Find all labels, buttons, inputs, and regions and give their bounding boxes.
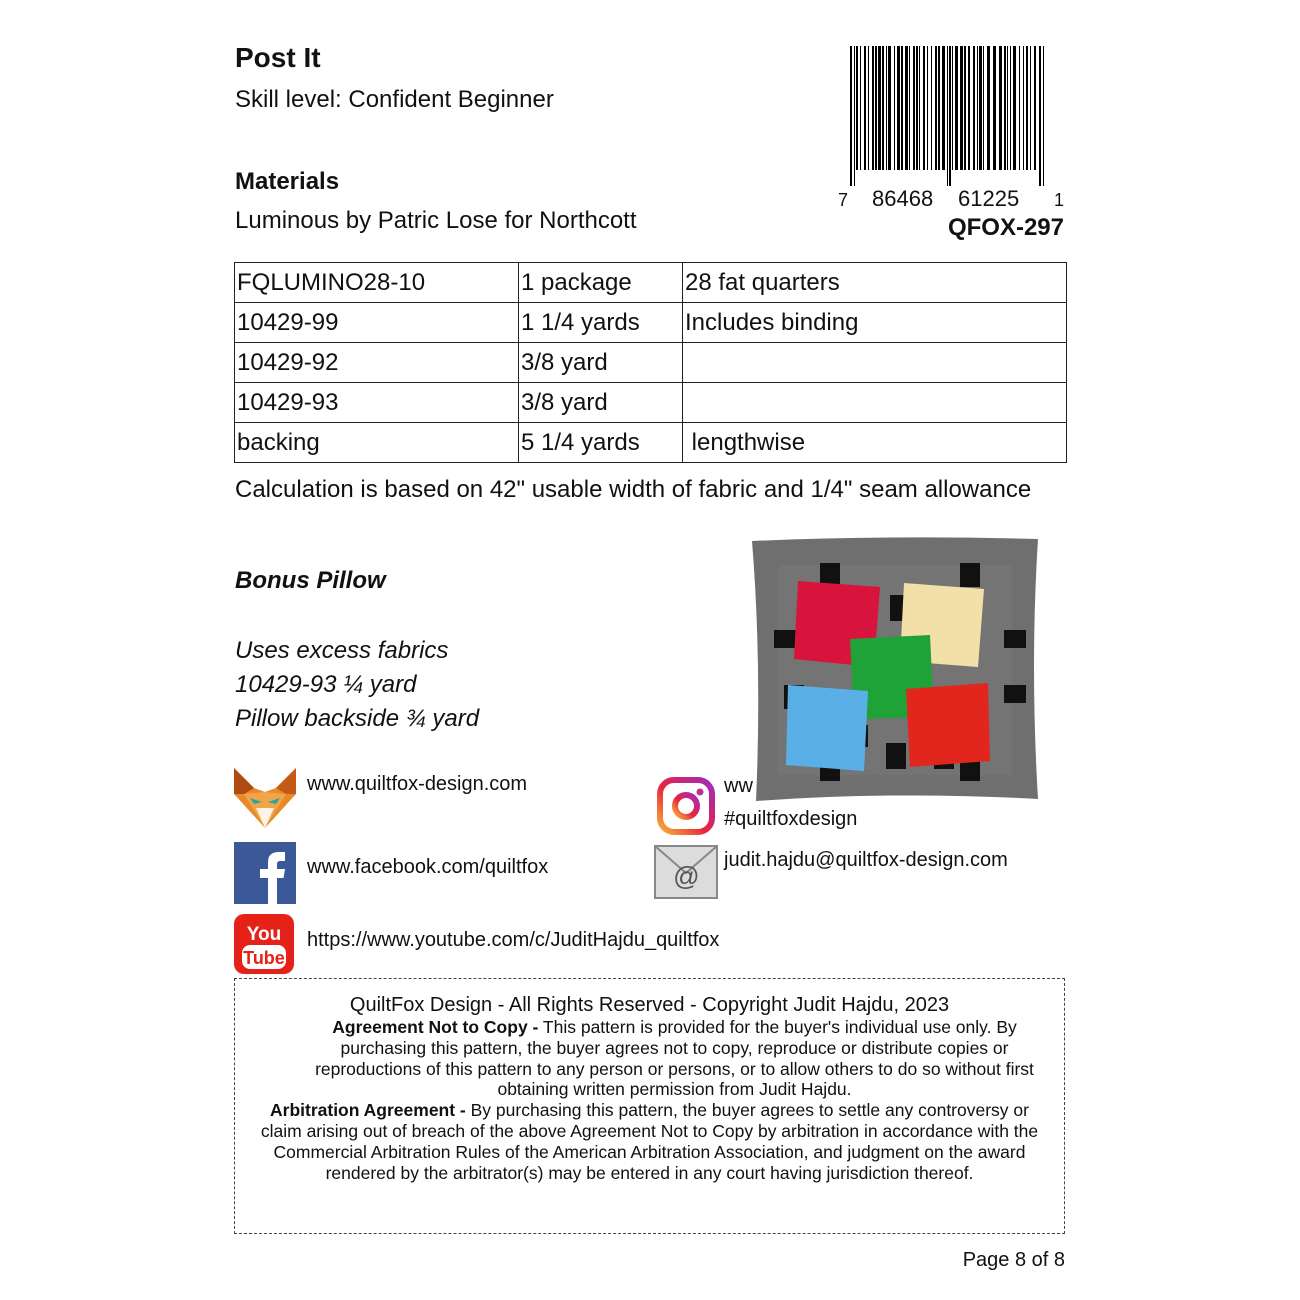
barcode-bar (993, 46, 996, 170)
fabric-line: Luminous by Patric Lose for Northcott (235, 207, 637, 234)
barcode-bar (1013, 46, 1016, 170)
materials-table (234, 262, 1067, 463)
table-cell-qty: 1 package (519, 263, 683, 303)
barcode-bar (999, 46, 1002, 170)
copyright-line: QuiltFox Design - All Rights Reserved - Copyright Judit Hajdu, 2023 (349, 994, 950, 1016)
agreement-title: Agreement Not to Copy - (332, 1017, 539, 1037)
barcode-bar (854, 46, 855, 186)
pillow-photo (750, 535, 1040, 803)
table-cell-item: 10429-92 (235, 343, 519, 383)
barcode-bar (977, 46, 978, 170)
barcode-bar (955, 46, 958, 170)
table-cell-item: 10429-93 (235, 383, 519, 423)
calculation-note: Calculation is based on 42" usable width of fabric and 1/4" seam allowance (235, 476, 1032, 503)
barcode-bar (1007, 46, 1008, 170)
youtube-icon-text-top: You (246, 924, 282, 945)
page-title: Post It (235, 42, 321, 73)
barcode-bar (983, 46, 984, 170)
youtube-icon[interactable] (234, 914, 294, 974)
barcode-bar (964, 46, 966, 170)
barcode-digit-left: 7 (838, 190, 849, 210)
website-link[interactable]: www.quiltfox-design.com (307, 773, 528, 795)
barcode-bar (1039, 46, 1041, 186)
barcode-bar (927, 46, 928, 170)
table-row (235, 383, 1067, 423)
legal-notice-box (234, 978, 1065, 1234)
table-row (235, 263, 1067, 303)
barcode-bar (987, 46, 990, 170)
skill-level: Skill level: Confident Beginner (235, 86, 554, 113)
instagram-tag[interactable]: #quiltfoxdesign (724, 808, 858, 830)
barcode-bar (968, 46, 970, 170)
bonus-line: Pillow backside ¾ yard (235, 705, 480, 732)
barcode-bar (1043, 46, 1044, 186)
bonus-heading: Bonus Pillow (235, 567, 386, 594)
barcode-bar (878, 46, 881, 170)
table-cell-note (683, 383, 1067, 423)
agreement-paragraph (235, 1017, 1064, 1100)
barcode-bar (1026, 46, 1028, 170)
table-cell-note: 28 fat quarters (683, 263, 1067, 303)
barcode-bar (882, 46, 884, 170)
barcode-bar (979, 46, 982, 170)
barcode-bar (938, 46, 940, 170)
barcode-bar (868, 46, 869, 170)
agreement-text: This pattern is provided for the buyer's individual use only. By purchasing this pattern, the buyer agrees not to copy, reproduce or distribute copies or reproductions of this pattern to any person or persons, or to allow others to do so without first obtaining written permission from Judit Hajdu. (315, 1017, 1034, 1100)
barcode-bar (923, 46, 925, 170)
email-icon-glyph: @ (672, 861, 700, 891)
barcode-bar (1034, 46, 1036, 170)
barcode-bar (1004, 46, 1006, 170)
barcode-bar (942, 46, 945, 170)
arbitration-paragraph (235, 1100, 1064, 1183)
table-cell-note: Includes binding (683, 303, 1067, 343)
materials-heading: Materials (235, 168, 340, 195)
arbitration-text: By purchasing this pattern, the buyer agrees to settle any controversy or claim arising out of breach of the above Agreement Not to Copy by arbitration in accordance with the Commercial Arbitration Rules of the American Arbitration Association, and judgment on the award rendered by the arbitrator(s) may be entered in any court having jurisdiction thereof. (260, 1100, 1039, 1183)
barcode-bars (838, 46, 1068, 186)
table-cell-item: backing (235, 423, 519, 463)
fox-logo-icon (234, 768, 296, 830)
facebook-icon[interactable] (234, 842, 296, 904)
table-cell-item: 10429-99 (235, 303, 519, 343)
barcode-bar (886, 46, 887, 170)
instagram-handle-partial: ww (724, 775, 753, 797)
email-link[interactable]: judit.hajdu@quiltfox-design.com (724, 849, 1008, 871)
barcode-bar (973, 46, 975, 170)
barcode-bar (1030, 46, 1031, 170)
barcode-bar (872, 46, 874, 170)
barcode-bar (1023, 46, 1024, 170)
bonus-line: Uses excess fabrics (235, 637, 449, 664)
email-icon[interactable] (654, 845, 718, 899)
table-row (235, 423, 1067, 463)
table-cell-item: FQLUMINO28-10 (235, 263, 519, 303)
table-cell-note: lengthwise (683, 423, 1067, 463)
barcode-bar (952, 46, 953, 170)
bonus-line: 10429-93 ¼ yard (235, 671, 417, 698)
table-cell-qty: 3/8 yard (519, 383, 683, 423)
barcode-bar (864, 46, 866, 170)
barcode-bar (1010, 46, 1011, 170)
barcode-bar (897, 46, 900, 170)
youtube-icon-text-bottom: Tube (243, 948, 285, 968)
facebook-link[interactable]: www.facebook.com/quiltfox (307, 856, 549, 878)
barcode-group-2: 61225 (958, 186, 1020, 211)
barcode-bar (894, 46, 895, 170)
pillow-red2-square (906, 683, 990, 767)
barcode-bar (931, 46, 932, 170)
barcode-bar (875, 46, 877, 170)
pillow-blue-square (786, 685, 868, 771)
barcode-bar (1019, 46, 1020, 170)
barcode-bar (919, 46, 920, 170)
barcode-bar (905, 46, 908, 170)
barcode (838, 46, 1068, 210)
barcode-bar (856, 46, 858, 170)
table-cell-qty: 3/8 yard (519, 343, 683, 383)
table-row (235, 343, 1067, 383)
barcode-group-1: 86468 (872, 186, 934, 211)
barcode-bar (901, 46, 903, 170)
barcode-bar (850, 46, 852, 186)
table-cell-qty: 5 1/4 yards (519, 423, 683, 463)
youtube-link[interactable]: https://www.youtube.com/c/JuditHajdu_quiltfox (307, 929, 720, 951)
bonus-details (235, 634, 479, 736)
barcode-bar (960, 46, 963, 170)
barcode-bar (909, 46, 910, 170)
page-number: Page 8 of 8 (962, 1249, 1065, 1271)
barcode-bar (935, 46, 937, 170)
barcode-bar (949, 46, 951, 186)
product-code: QFOX-297 (947, 214, 1064, 241)
barcode-bar (916, 46, 918, 170)
arbitration-title: Arbitration Agreement - (270, 1100, 466, 1121)
barcode-bar (888, 46, 891, 170)
table-cell-qty: 1 1/4 yards (519, 303, 683, 343)
table-row (235, 303, 1067, 343)
barcode-bar (860, 46, 861, 170)
instagram-icon[interactable] (656, 776, 716, 836)
barcode-bar (947, 46, 948, 186)
barcode-bar (913, 46, 915, 170)
barcode-digit-right: 1 (1054, 190, 1065, 210)
table-cell-note (683, 343, 1067, 383)
